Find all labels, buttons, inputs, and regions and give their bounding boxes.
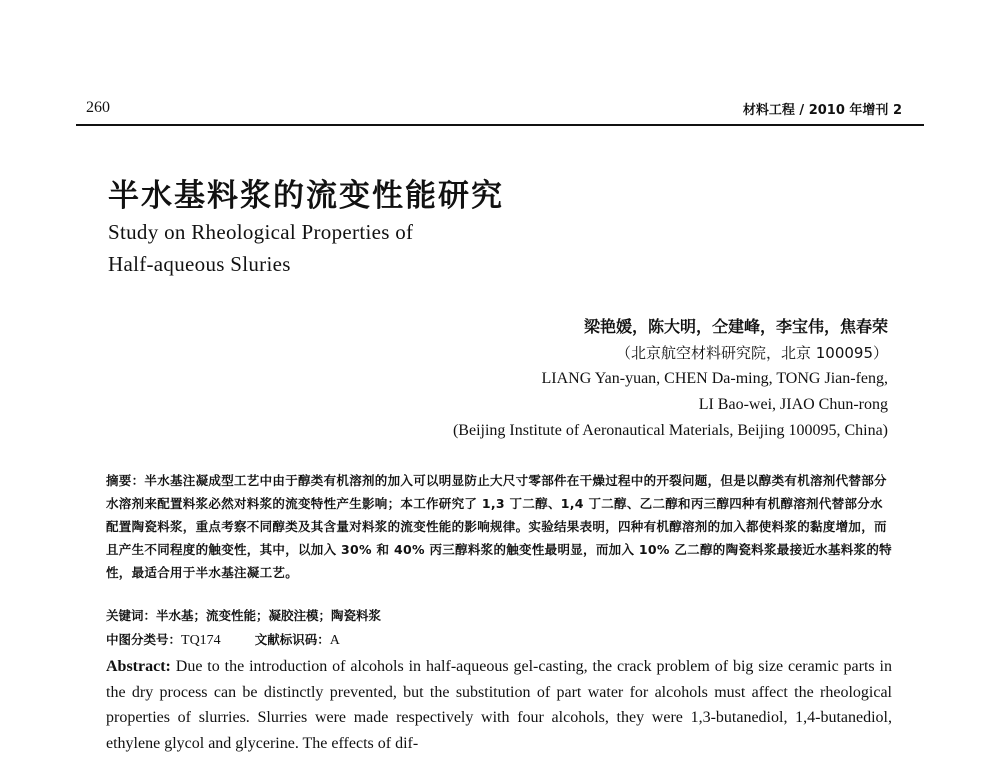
classification-line [106,630,340,649]
title-chinese: 半水基料浆的流变性能研究 [108,178,504,214]
keywords-line [106,606,381,624]
title-english-line-1: Study on Rheological Properties of [108,220,414,244]
classification-label: 中图分类号： [106,632,182,647]
affiliation-chinese: （北京航空材料研究院，北京 100095） [615,344,888,362]
header-rule [76,124,924,126]
title-english [108,216,628,280]
journal-header: 材料工程 / 2010 年增刊 2 [742,103,902,118]
affiliation-english: (Beijing Institute of Aeronautical Materials, Beijing 100095, China) [452,422,888,439]
authors-english-line-1: LIANG Yan-yuan, CHEN Da-ming, TONG Jian-feng, [541,370,888,387]
document-code-value: A [329,633,340,648]
page-number: 260 [86,99,110,116]
classification-value: TQ174 [181,633,221,648]
document-code-label: 文献标识码： [254,632,330,647]
abstract-chinese-text: 半水基注凝成型工艺中由于醇类有机溶剂的加入可以明显防止大尺寸零部件在干燥过程中的开裂问题，但是以醇类有机溶剂代替部分水溶剂来配置料浆必然对料浆的流变特性产生影响；本工作研究了 1,3 丁二醇、1,4 丁二醇、乙二醇和丙三醇四种有机醇溶剂代替部分水配置陶瓷料浆，重点考察不同醇类及其含量对料浆的流变性能的影响规律。实验结果表明，四种有机醇溶剂的加入都使料浆的黏度增加，而且产生不同程度的触变性，其中，以加入 30% 和 40% 丙三醇料浆的触变性最明显，而加入 10% 乙二醇的陶瓷料浆最接近水基料浆的特性，最适合用于半水基注凝工艺。 [106,473,892,580]
abstract-english-text: Due to the introduction of alcohols in half-aqueous gel-casting, the crack problem of big size ceramic parts in the dry process can be distinctly prevented, but the substitution of part water for alcohols must affect the rheological properties of slurries. Slurries were made respectively with four alcohols, they were 1,3-butanediol, 1,4-butanediol, ethylene glycol and glycerine. The effects of dif- [106,658,892,752]
title-english-line-2: Half-aqueous Sluries [108,252,291,276]
author-block [188,314,888,444]
abstract-english [106,654,892,756]
abstract-chinese-label: 摘要： [106,473,145,488]
abstract-english-label: Abstract: [106,658,171,675]
keywords-label: 关键词： [106,608,157,623]
keywords-text: 半水基；流变性能；凝胶注模；陶瓷料浆 [156,608,382,623]
abstract-chinese [106,469,892,584]
authors-chinese: 梁艳媛，陈大明，仝建峰，李宝伟，焦春荣 [583,317,888,336]
authors-english-line-2: LI Bao-wei, JIAO Chun-rong [698,396,888,413]
